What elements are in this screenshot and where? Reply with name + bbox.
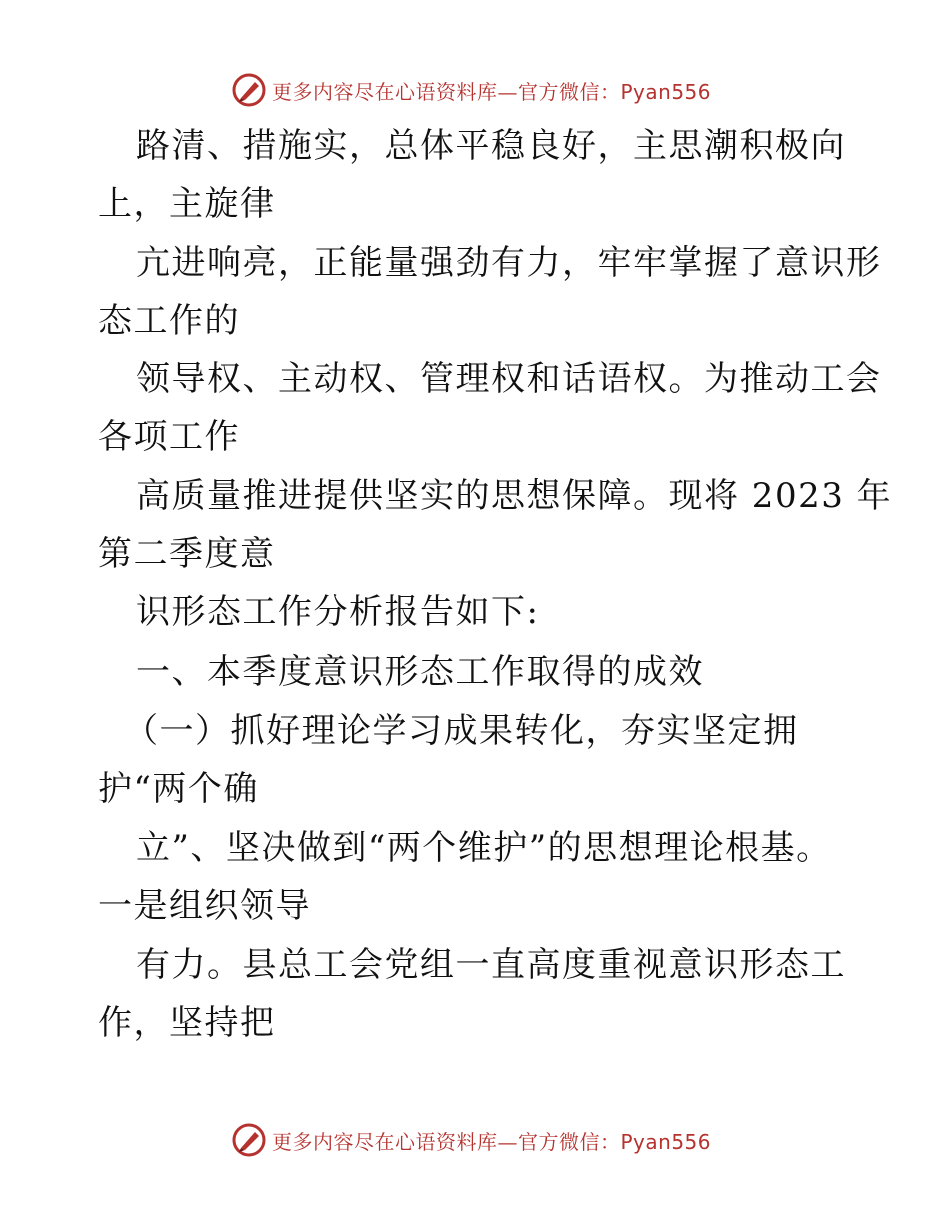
footer-wechat-id: Pyan556 <box>620 1129 712 1154</box>
body-line: 一是组织领导 <box>98 886 311 926</box>
body-line: 护“两个确 <box>98 769 259 809</box>
header-wechat-id: Pyan556 <box>620 79 712 104</box>
body-line: 第二季度意 <box>98 534 276 574</box>
body-line: 亢进响亮，正能量强劲有力，牢牢掌握了意识形 <box>136 243 882 283</box>
section-heading: 一、本季度意识形态工作取得的成效 <box>136 652 704 692</box>
body-line: 高质量推进提供坚实的思想保障。现将 2023 年 <box>136 476 893 516</box>
subsection-heading: （一）抓好理论学习成果转化，夯实坚定拥 <box>124 711 799 751</box>
body-line: 领导权、主动权、管理权和话语权。为推动工会 <box>136 359 882 399</box>
pen-logo-icon <box>232 1123 266 1157</box>
body-line: 作，坚持把 <box>98 1003 276 1043</box>
pen-logo-icon <box>232 73 266 107</box>
header-watermark-text: 更多内容尽在心语资料库—官方微信：Pyan556 <box>272 79 712 104</box>
body-line: 立”、坚决做到“两个维护”的思想理论根基。 <box>136 828 832 868</box>
body-line: 识形态工作分析报告如下: <box>136 592 540 632</box>
body-line: 路清、措施实，总体平稳良好，主思潮积极向 <box>136 126 846 166</box>
body-line: 态工作的 <box>98 301 240 341</box>
body-line: 上，主旋律 <box>98 184 276 224</box>
body-line: 有力。县总工会党组一直高度重视意识形态工 <box>136 945 846 985</box>
footer-watermark <box>0 1120 950 1160</box>
body-line: 各项工作 <box>98 417 240 457</box>
header-watermark <box>0 70 950 110</box>
footer-watermark-text: 更多内容尽在心语资料库—官方微信：Pyan556 <box>272 1129 712 1154</box>
